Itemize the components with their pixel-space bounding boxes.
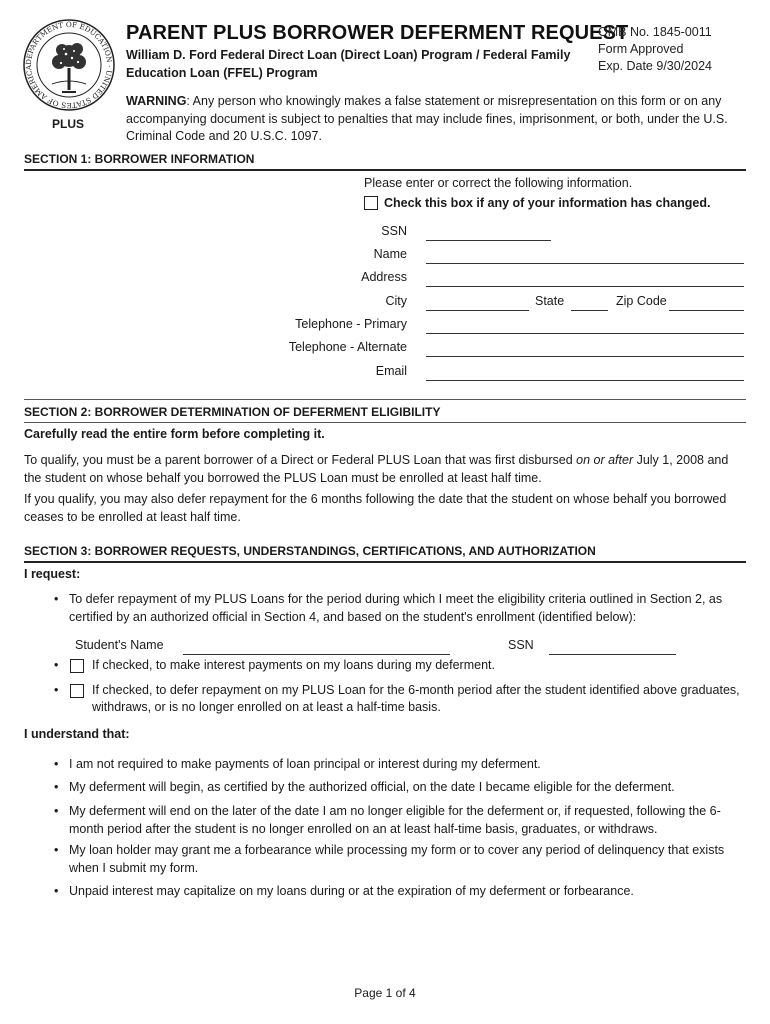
para1-end: July 1, 2008 and the student on whose behalf you borrowed the PLUS Loan must be enrolled at least half time. <box>24 453 729 485</box>
city-label: City <box>385 294 407 308</box>
address-label: Address <box>361 270 407 284</box>
ssn-label: SSN <box>381 224 407 238</box>
request-2-text: If checked, to make interest payments on my loans during my deferment. <box>92 658 495 672</box>
student-name-field[interactable] <box>183 654 450 655</box>
seal-text: DEPARTMENT OF EDUCATION · UNITED STATES OF AMERICA <box>23 19 115 111</box>
understand-2-text: My deferment will begin, as certified by the authorized official, on the date I became eligible for the deferment. <box>69 780 675 794</box>
student-ssn-field[interactable] <box>549 654 676 655</box>
zip-label: Zip Code <box>616 294 667 308</box>
address-field[interactable] <box>426 286 744 287</box>
city-field[interactable] <box>426 310 529 311</box>
name-field[interactable] <box>426 263 744 264</box>
form-title: PARENT PLUS BORROWER DEFERMENT REQUEST <box>126 22 629 44</box>
ssn-field[interactable] <box>426 240 551 241</box>
warning-notice <box>126 93 741 146</box>
zip-field[interactable] <box>669 310 744 311</box>
page-number: Page 1 of 4 <box>354 986 416 1000</box>
section1-heading: SECTION 1: BORROWER INFORMATION <box>24 152 255 166</box>
email-label: Email <box>375 364 407 378</box>
omb-number: OMB No. 1845-0011 <box>598 25 712 39</box>
warning-text: : Any person who knowingly makes a false statement or misrepresentation on this form or on any accompanying document is subject to penalties that may include fines, imprisonment, or both, under the U.S. Criminal Code and 20 U.S.C. 1097. <box>126 94 728 143</box>
section3-rule <box>24 561 746 563</box>
phone-alternate-field[interactable] <box>426 356 744 357</box>
phone-primary-field[interactable] <box>426 333 744 334</box>
request-3-text: If checked, to defer repayment on my PLUS Loan for the 6-month period after the student identified above graduates, withdraws, or is no longer enrolled on at least a half-time basis. <box>92 683 740 714</box>
request-item-defer: • To defer repayment of my PLUS Loans for the period during which I meet the eligibility criteria outlined in Section 2, as certified by an authorized official in Section 4, and based on the student's enrollment (identified below): <box>54 590 749 626</box>
section1-rule <box>24 169 746 171</box>
understand-item: • Unpaid interest may capitalize on my loans during or at the expiration of my deferment or forbearance. <box>54 882 749 900</box>
state-label: State <box>535 294 565 308</box>
expiration-date: Exp. Date 9/30/2024 <box>598 59 712 73</box>
request-interest-item: • If checked, to make interest payments on my loans during my deferment. <box>54 658 495 672</box>
section2-paragraph-2: If you qualify, you may also defer repayment for the 6 months following the date that the student on whose behalf you borrowed ceases to be enrolled at least half time. <box>24 492 727 524</box>
six-month-deferral-checkbox[interactable] <box>70 684 84 698</box>
request-1-text: To defer repayment of my PLUS Loans for the period during which I meet the eligibility criteria outlined in Section 2, as certified by an authorized official in Section 4, and based on the student's enrollment (identified below): <box>69 592 723 624</box>
student-name-label: Student's Name <box>75 638 164 652</box>
info-changed-checkbox-row[interactable] <box>364 196 710 210</box>
form-approved: Form Approved <box>598 42 684 56</box>
i-understand-label: I understand that: <box>24 727 130 741</box>
phone-primary-label: Telephone - Primary <box>295 317 407 331</box>
request-6month-item: • If checked, to defer repayment on my PLUS Loan for the 6-month period after the student identified above graduates, withdraws, or is no longer enrolled on at least a half-time basis. <box>54 682 749 716</box>
understand-3-text: My deferment will end on the later of the date I am no longer eligible for the deferment or, if requested, following the 6-month period after the student is no longer enrolled on an at least half-time basis, graduates, or withdraws. <box>69 804 721 836</box>
understand-4-text: My loan holder may grant me a forbearance while processing my form or to cover any period of delinquency that exists when I submit my form. <box>69 843 725 875</box>
interest-payments-checkbox[interactable] <box>70 659 84 673</box>
para1-emphasis: on or after <box>576 453 634 467</box>
understand-item: • My deferment will end on the later of the date I am no longer eligible for the deferment or, if requested, following the 6-month period after the student is no longer enrolled on an at least half-time basis, graduates, or withdraws. <box>54 802 749 838</box>
understand-item: • My loan holder may grant me a forbearance while processing my form or to cover any period of delinquency that exists when I submit my form. <box>54 841 749 877</box>
info-changed-checkbox[interactable] <box>364 196 378 210</box>
para1-start: To qualify, you must be a parent borrower of a Direct or Federal PLUS Loan that was first disbursed <box>24 453 577 467</box>
section1-instruction: Please enter or correct the following information. <box>364 176 633 190</box>
phone-alternate-label: Telephone - Alternate <box>288 340 407 354</box>
section2-heading: SECTION 2: BORROWER DETERMINATION OF DEFERMENT ELIGIBILITY <box>24 405 441 419</box>
section2-top-rule <box>24 399 746 400</box>
info-changed-label: Check this box if any of your information has changed. <box>384 196 711 210</box>
section3-heading: SECTION 3: BORROWER REQUESTS, UNDERSTANDINGS, CERTIFICATIONS, AND AUTHORIZATION <box>24 544 596 558</box>
email-field[interactable] <box>426 380 744 381</box>
department-of-education-seal <box>22 18 116 112</box>
student-ssn-label: SSN <box>508 638 534 652</box>
name-label: Name <box>373 247 407 261</box>
i-request-label: I request: <box>24 567 81 581</box>
understand-1-text: I am not required to make payments of loan principal or interest during my deferment. <box>69 757 541 771</box>
section2-rule <box>24 422 746 423</box>
understand-item: • My deferment will begin, as certified by the authorized official, on the date I became eligible for the deferment. <box>54 778 749 796</box>
warning-label: WARNING <box>126 94 187 108</box>
plus-label: PLUS <box>52 117 85 131</box>
state-field[interactable] <box>571 310 608 311</box>
understand-5-text: Unpaid interest may capitalize on my loans during or at the expiration of my deferment or forbearance. <box>69 884 634 898</box>
read-notice: Carefully read the entire form before completing it. <box>24 427 325 441</box>
section2-paragraph-1 <box>24 451 749 487</box>
omb-block <box>598 24 712 75</box>
form-subtitle: William D. Ford Federal Direct Loan (Direct Loan) Program / Federal Family Education Loan (FFEL) Program <box>126 48 571 80</box>
understand-item: • I am not required to make payments of loan principal or interest during my deferment. <box>54 755 749 773</box>
